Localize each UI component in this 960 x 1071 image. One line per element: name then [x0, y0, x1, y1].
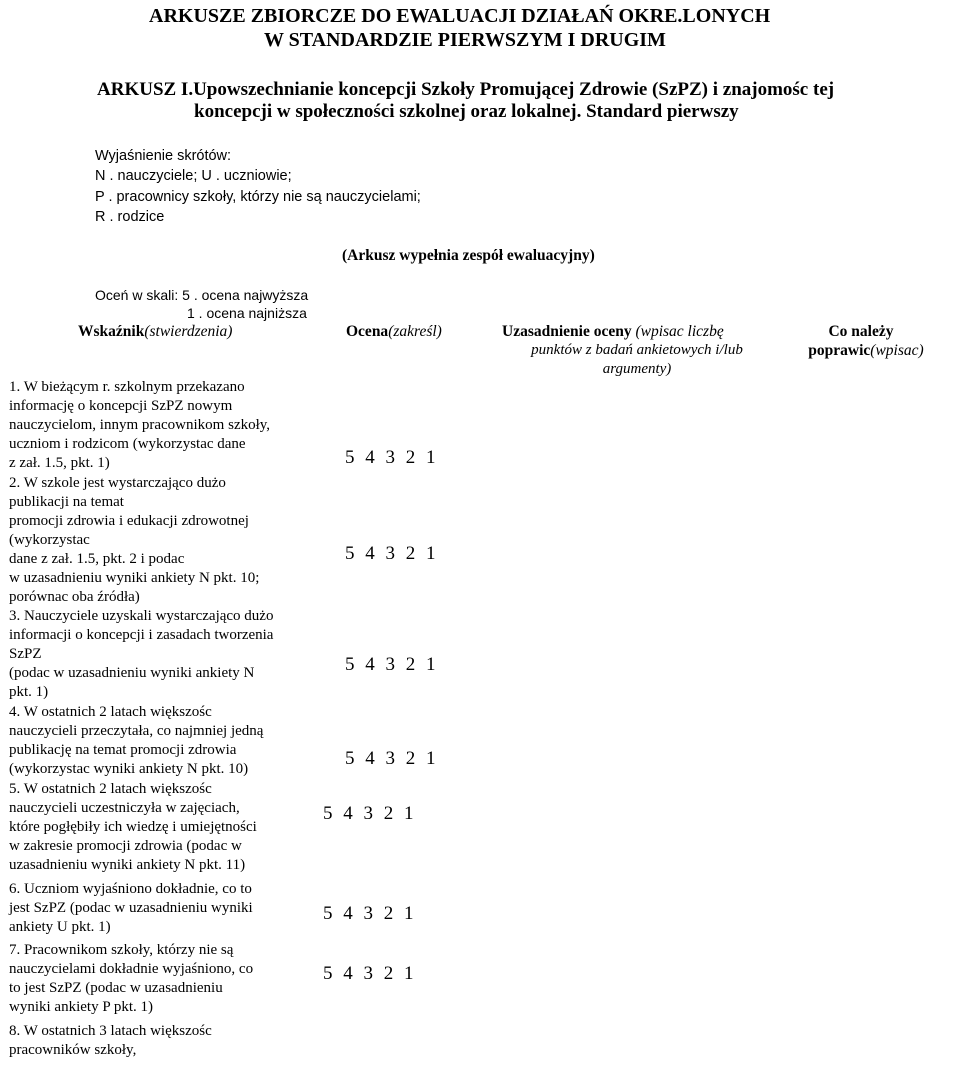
document-title-line2: W STANDARDZIE PIERWSZYM I DRUGIM — [264, 29, 666, 51]
rating-scale-row-2[interactable]: 5 4 3 2 1 — [345, 543, 436, 564]
abbreviation-line-parents: R . rodzice — [95, 209, 165, 225]
indicator-text-line: informacji o koncepcji i zasadach tworzenia — [9, 627, 274, 643]
indicator-text-line: uzasadnieniu wyniki ankiety N pkt. 11) — [9, 857, 246, 873]
indicator-text-line: 1. W bieżącym r. szkolnym przekazano — [9, 379, 245, 395]
rating-scale-row-4[interactable]: 5 4 3 2 1 — [345, 748, 436, 769]
header-improve-line1: Co należy — [828, 323, 894, 340]
header-justification-line2: punktów z badań ankietowych i/lub — [531, 342, 743, 358]
indicator-row-2 — [9, 474, 259, 607]
indicator-row-6 — [9, 880, 253, 937]
indicator-text-line: (wykorzystac wyniki ankiety N pkt. 10) — [9, 761, 249, 777]
document-title-line1: ARKUSZE ZBIORCZE DO EWALUACJI DZIAŁAŃ OKRE.LONYCH — [149, 5, 771, 27]
header-justification — [502, 322, 724, 341]
indicator-text-line: promocji zdrowia i edukacji zdrowotnej — [9, 513, 249, 529]
scale-line-low: 1 . ocena najniższa — [187, 305, 307, 321]
indicator-text-line: z zał. 1.5, pkt. 1) — [9, 455, 110, 471]
header-justification-italic1: (wpisac liczbę — [635, 323, 724, 340]
indicator-text-line: wyniki ankiety P pkt. 1) — [9, 999, 154, 1015]
filled-by-note: (Arkusz wypełnia zespół ewaluacyjny) — [342, 247, 595, 264]
indicator-text-line: uczniom i rodzicom (wykorzystac dane — [9, 436, 246, 452]
indicator-text-line: publikacji na temat — [9, 494, 124, 510]
header-indicator-italic: (stwierdzenia) — [144, 323, 233, 340]
indicator-text-line: to jest SzPZ (podac w uzasadnieniu — [9, 980, 223, 996]
indicator-row-4 — [9, 703, 263, 779]
indicator-text-line: (wykorzystac — [9, 532, 90, 548]
indicator-text-line: 7. Pracownikom szkoły, którzy nie są — [9, 942, 234, 958]
indicator-text-line: nauczycieli uczestniczyła w zajęciach, — [9, 800, 240, 816]
indicator-text-line: 5. W ostatnich 2 latach większośc — [9, 781, 212, 797]
indicator-text-line: publikację na temat promocji zdrowia — [9, 742, 237, 758]
header-justification-line3: argumenty) — [602, 361, 672, 377]
indicator-text-line: nauczycieli przeczytała, co najmniej jedną — [9, 723, 264, 739]
indicator-row-8 — [9, 1022, 212, 1060]
sheet-title-line1: ARKUSZ I.Upowszechnianie koncepcji Szkoły Promującej Zdrowie (SzPZ) i znajomośc tej — [97, 79, 835, 100]
indicator-text-line: 4. W ostatnich 2 latach większośc — [9, 704, 212, 720]
abbreviations-heading: Wyjaśnienie skrótów: — [95, 148, 232, 164]
indicator-row-5 — [9, 780, 257, 875]
rating-scale-row-6[interactable]: 5 4 3 2 1 — [323, 903, 414, 924]
indicator-text-line: 8. W ostatnich 3 latach większośc — [9, 1023, 212, 1039]
indicator-text-line: SzPZ — [9, 646, 42, 662]
indicator-text-line: informację o koncepcji SzPZ nowym — [9, 398, 233, 414]
indicator-text-line: pracowników szkoły, — [9, 1042, 137, 1058]
indicator-text-line: 2. W szkole jest wystarczająco dużo — [9, 475, 226, 491]
indicator-text-line: porównac oba źródła) — [9, 589, 140, 605]
indicator-text-line: nauczycielami dokładnie wyjaśniono, co — [9, 961, 254, 977]
abbreviation-line-staff: P . pracownicy szkoły, którzy nie są nauczycielami; — [95, 189, 421, 205]
indicator-row-3 — [9, 607, 273, 702]
header-rating-bold: Ocena — [346, 323, 389, 340]
indicator-text-line: 3. Nauczyciele uzyskali wystarczająco dużo — [9, 608, 274, 624]
indicator-text-line: 6. Uczniom wyjaśniono dokładnie, co to — [9, 881, 252, 897]
indicator-text-line: w zakresie promocji zdrowia (podac w — [9, 838, 242, 854]
indicator-text-line: nauczycielom, innym pracownikom szkoły, — [9, 417, 271, 433]
sheet-title-line2: koncepcji w społeczności szkolnej oraz lokalnej. Standard pierwszy — [194, 101, 739, 122]
indicator-text-line: które pogłębiły ich wiedzę i umiejętności — [9, 819, 257, 835]
indicator-text-line: ankiety U pkt. 1) — [9, 919, 111, 935]
header-improve-line2 — [786, 341, 946, 360]
indicator-text-line: dane z zał. 1.5, pkt. 2 i podac — [9, 551, 185, 567]
indicator-text-line: w uzasadnieniu wyniki ankiety N pkt. 10; — [9, 570, 260, 586]
scale-line-high: Oceń w skali: 5 . ocena najwyższa — [95, 287, 309, 303]
rating-scale-row-3[interactable]: 5 4 3 2 1 — [345, 654, 436, 675]
rating-scale-row-5[interactable]: 5 4 3 2 1 — [323, 803, 414, 824]
header-improve-italic: (wpisac) — [870, 342, 924, 359]
rating-scale-row-1[interactable]: 5 4 3 2 1 — [345, 447, 436, 468]
header-rating-italic: (zakreśl) — [388, 323, 442, 340]
abbreviation-line-teachers-students: N . nauczyciele; U . uczniowie; — [95, 168, 292, 184]
indicator-row-1 — [9, 378, 270, 473]
rating-scale-row-7[interactable]: 5 4 3 2 1 — [323, 963, 414, 984]
header-indicator-bold: Wskaźnik — [78, 323, 145, 340]
header-rating — [346, 322, 442, 341]
header-indicator — [78, 322, 232, 341]
indicator-text-line: (podac w uzasadnieniu wyniki ankiety N — [9, 665, 255, 681]
indicator-text-line: pkt. 1) — [9, 684, 49, 700]
indicator-text-line: jest SzPZ (podac w uzasadnieniu wyniki — [9, 900, 253, 916]
header-improve-bold: poprawic — [808, 342, 871, 359]
header-justification-bold: Uzasadnienie oceny — [502, 323, 632, 340]
indicator-row-7 — [9, 941, 253, 1017]
